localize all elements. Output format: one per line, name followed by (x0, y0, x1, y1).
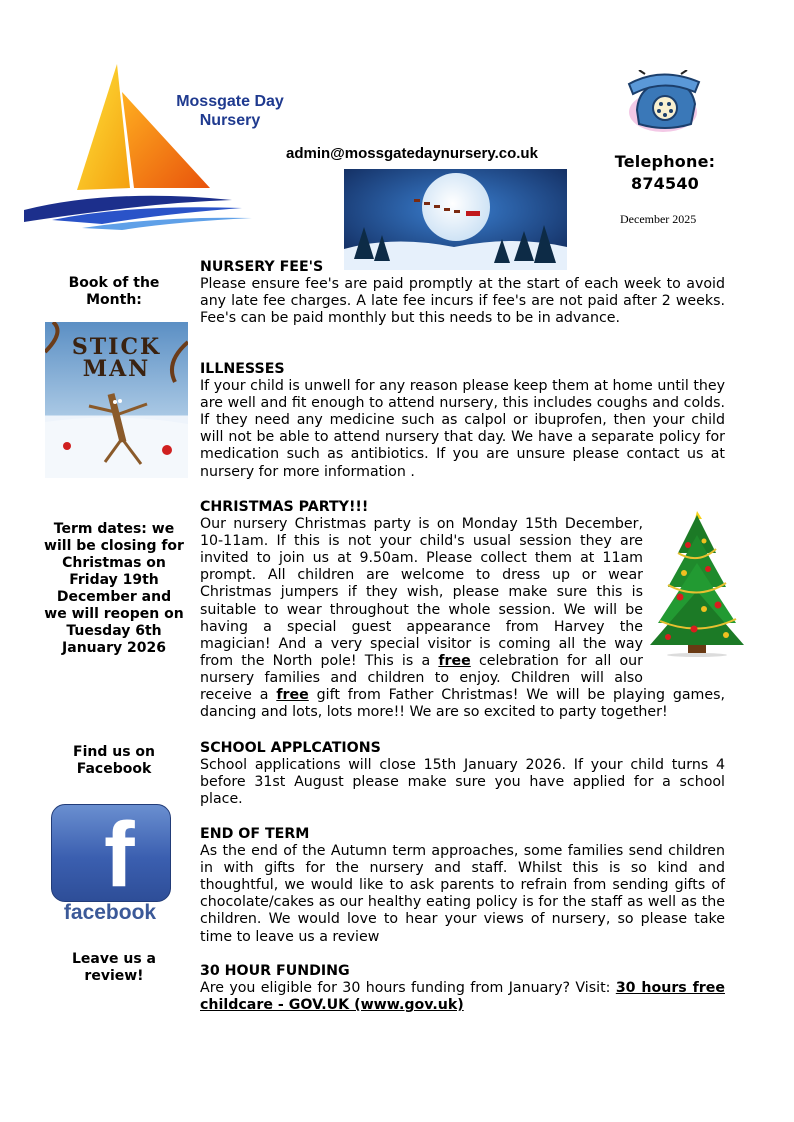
party-text-part3: gift from Father Christmas! We will be playing games, dancing and lots, lots more!! We are so excited to party together! (200, 687, 726, 721)
party-free-emphasis-2: free (276, 687, 309, 704)
christmas-party-section (200, 499, 725, 721)
illnesses-heading: ILLNESSES (200, 361, 285, 377)
facebook-f-icon: f (104, 804, 135, 906)
telephone-icon (625, 70, 705, 136)
nursery-fees-heading: NURSERY FEE'S (200, 259, 324, 275)
christmas-party-heading: CHRISTMAS PARTY!!! (200, 499, 369, 515)
nursery-fees-text: Please ensure fee's are paid promptly at the start of each week to avoid any late fee charges. A late fee incurs if fee's are not paid after 2 weeks. Fee's can be paid monthly but this needs to be in advance. (200, 276, 725, 327)
facebook-logo[interactable] (51, 804, 169, 926)
find-us-facebook-text: Find us on Facebook (73, 744, 155, 777)
party-free-emphasis-1: free (438, 652, 471, 669)
illnesses-section (200, 361, 725, 481)
end-of-term-heading: END OF TERM (200, 826, 310, 842)
funding-text (200, 980, 725, 1014)
stick-man-book-cover (45, 322, 188, 478)
school-applications-heading: SCHOOL APPLCATIONS (200, 740, 381, 756)
sailboat-logo-icon (22, 62, 302, 232)
party-text-part1: Our nursery Christmas party is on Monday 15th December, 10-11am. If this is not your child's usual session they are invited to join us at 9.50am. Please collect them at 11am prompt. All children are welcome to dress up or wear Christmas jumpers if they wish, please make sure this is suitable to wear throughout the whole session. We will be having a special guest appearance from Harvey the magician! And a very special visitor is coming all the way from the North pole! This is a (200, 516, 643, 669)
book-cover-title-line1: STICK (71, 334, 162, 360)
christmas-party-text (200, 516, 725, 721)
term-dates-note: Term dates: we will be closing for Christmas on Friday 19th December and we will reopen on Tuesday 6th January 2026 (44, 521, 184, 656)
telephone-label: Telephone: (614, 152, 716, 171)
party-text-part2: celebration for all our nursery families and children to enjoy. Children will also receive a (200, 652, 644, 704)
funding-section (200, 963, 725, 1014)
illnesses-text: If your child is unwell for any reason please keep them at home until they are well and fit enough to attend nursery, this includes coughs and colds. If they need any medicine such as calpol or ibuprofen, then your child will not be able to attend nursery that day. We have a separate policy for medication such as antibiotics. If you are unsure please contact us at nursery for more information . (200, 378, 725, 480)
book-of-month-title: Book of the Month: (68, 275, 160, 308)
tree-float-spacer (643, 516, 725, 674)
logo-name-line2: Nursery (199, 112, 261, 129)
end-of-term-section (200, 826, 725, 946)
funding-body: Are you eligible for 30 hours funding from January? Visit: (200, 980, 611, 997)
end-of-term-text: As the end of the Autumn term approaches, some families send children in with gifts for the nursery and staff. Whilst this is so kind and thoughtful, we would like to ask parents to refrain from sending gifts of chocolate/cakes as our healthy eating policy is for the staff as well as the children. We would love to hear your views of nursery, so please take time to leave us a review (200, 843, 725, 945)
santa-moon-image (344, 169, 567, 270)
telephone-number[interactable]: 874540 (631, 174, 699, 193)
funding-gov-link[interactable]: 30 hours free childcare - GOV.UK (www.gov.uk) (200, 980, 725, 1014)
logo-name-line1: Mossgate Day (176, 93, 284, 110)
newsletter-date: December 2025 (620, 212, 697, 226)
school-applications-section (200, 740, 725, 808)
nursery-fees-section (200, 259, 725, 327)
school-applications-text: School applications will close 15th January 2026. If your child turns 4 before 31st August please make sure you have applied for a school place. (200, 757, 725, 808)
book-cover-title-line2: MAN (82, 356, 151, 382)
leave-review-text: Leave us a review! (72, 951, 156, 984)
facebook-wordmark: facebook (63, 901, 157, 924)
funding-heading: 30 HOUR FUNDING (200, 963, 350, 979)
email-link[interactable]: admin@mossgatedaynursery.co.uk (286, 145, 538, 162)
